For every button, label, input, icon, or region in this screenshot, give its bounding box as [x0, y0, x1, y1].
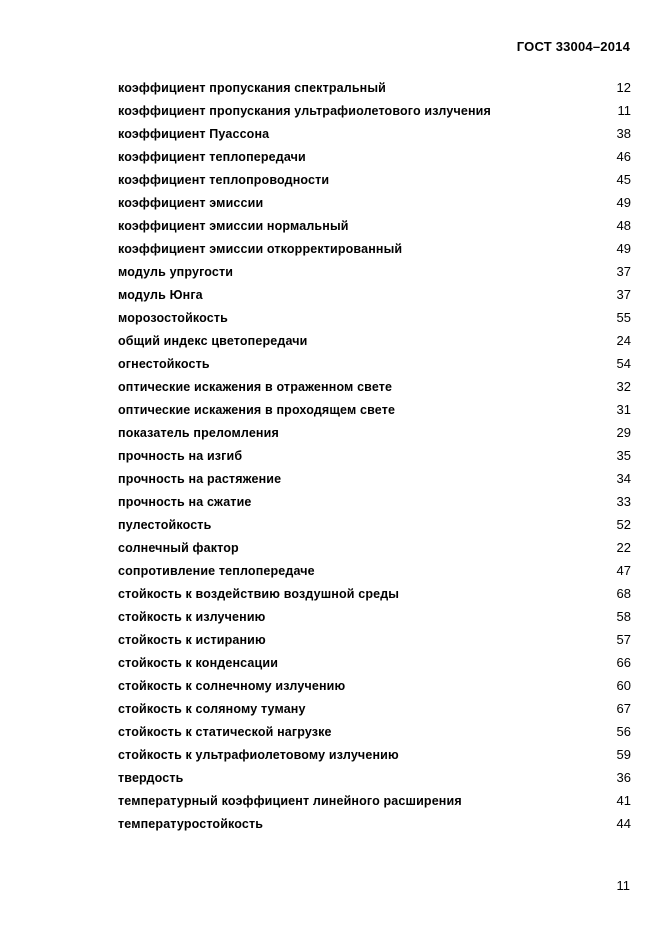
- index-term: стойкость к ультрафиолетовому излучению: [118, 748, 399, 762]
- index-term: коэффициент пропускания ультрафиолетового излучения: [118, 104, 491, 118]
- index-term: общий индекс цветопередачи: [118, 334, 308, 348]
- index-page-ref: 46: [616, 149, 631, 164]
- index-entry: [118, 628, 631, 651]
- index-page-ref: 60: [616, 678, 631, 693]
- index-term: коэффициент эмиссии нормальный: [118, 219, 349, 233]
- index-page-ref: 57: [616, 632, 631, 647]
- index-entry: [118, 306, 631, 329]
- index-entry: [118, 720, 631, 743]
- index-page-ref: 38: [616, 126, 631, 141]
- index-entry: [118, 536, 631, 559]
- index-page-ref: 22: [616, 540, 631, 555]
- index-entry: [118, 237, 631, 260]
- index-page-ref: 55: [616, 310, 631, 325]
- index-entry: [118, 513, 631, 536]
- index-entry: [118, 99, 631, 122]
- index-page-ref: 68: [616, 586, 631, 601]
- index-page-ref: 59: [616, 747, 631, 762]
- index-entry: [118, 582, 631, 605]
- index-entry: [118, 122, 631, 145]
- index-term: стойкость к конденсации: [118, 656, 279, 670]
- index-entry: [118, 168, 631, 191]
- index-page-ref: 35: [616, 448, 631, 463]
- index-term: стойкость к соляному туману: [118, 702, 306, 716]
- index-term: прочность на сжатие: [118, 495, 252, 509]
- index-term: стойкость к воздействию воздушной среды: [118, 587, 400, 601]
- index-entry: [118, 559, 631, 582]
- index-entry: [118, 674, 631, 697]
- index-term: прочность на изгиб: [118, 449, 243, 463]
- index-term: температуростойкость: [118, 817, 264, 831]
- index-entry: [118, 375, 631, 398]
- index-entry: [118, 467, 631, 490]
- index-term: солнечный фактор: [118, 541, 239, 555]
- index-term: температурный коэффициент линейного расширения: [118, 794, 462, 808]
- index-term: прочность на растяжение: [118, 472, 282, 486]
- index-term: коэффициент эмиссии откорректированный: [118, 242, 403, 256]
- index-term: стойкость к статической нагрузке: [118, 725, 332, 739]
- index-term: оптические искажения в проходящем свете: [118, 403, 396, 417]
- index-page-ref: 47: [616, 563, 631, 578]
- index-entry: [118, 329, 631, 352]
- index-page-ref: 24: [616, 333, 631, 348]
- index-page-ref: 49: [616, 241, 631, 256]
- index-entry: [118, 743, 631, 766]
- index-entry: [118, 444, 631, 467]
- index-page-ref: 33: [616, 494, 631, 509]
- index-entry: [118, 352, 631, 375]
- index-page-ref: 44: [616, 816, 631, 831]
- index-page-ref: 37: [616, 287, 631, 302]
- index-term: коэффициент эмиссии: [118, 196, 264, 210]
- index-page-ref: 52: [616, 517, 631, 532]
- index-page-ref: 11: [617, 103, 631, 118]
- document-standard-header: ГОСТ 33004–2014: [516, 39, 630, 54]
- index-term: коэффициент пропускания спектральный: [118, 81, 387, 95]
- index-term: морозостойкость: [118, 311, 228, 325]
- index-page-ref: 29: [616, 425, 631, 440]
- index-page-ref: 34: [616, 471, 631, 486]
- index-page-ref: 37: [616, 264, 631, 279]
- index-term: твердость: [118, 771, 184, 785]
- index-entry: [118, 421, 631, 444]
- index-term: коэффициент Пуассона: [118, 127, 270, 141]
- index-page-ref: 66: [616, 655, 631, 670]
- index-entry: [118, 214, 631, 237]
- index-entry: [118, 697, 631, 720]
- index-page-ref: 32: [616, 379, 631, 394]
- index-entry: [118, 789, 631, 812]
- index-entry: [118, 490, 631, 513]
- index-term: огнестойкость: [118, 357, 210, 371]
- index-term: модуль упругости: [118, 265, 234, 279]
- index-entry: [118, 605, 631, 628]
- index-entry: [118, 260, 631, 283]
- index-entry: [118, 651, 631, 674]
- page-number: 11: [616, 878, 630, 893]
- index-page-ref: 49: [616, 195, 631, 210]
- index-term: модуль Юнга: [118, 288, 203, 302]
- index-entry: [118, 191, 631, 214]
- index-page-ref: 45: [616, 172, 631, 187]
- index-page-ref: 12: [616, 80, 631, 95]
- index-page-ref: 36: [616, 770, 631, 785]
- index-page-ref: 58: [616, 609, 631, 624]
- index-entry: [118, 766, 631, 789]
- index-term: сопротивление теплопередаче: [118, 564, 315, 578]
- index-entry: [118, 283, 631, 306]
- index-term: коэффициент теплопередачи: [118, 150, 306, 164]
- index-page-ref: 48: [616, 218, 631, 233]
- index-term: стойкость к истиранию: [118, 633, 266, 647]
- index-term: стойкость к излучению: [118, 610, 266, 624]
- index-page-ref: 41: [616, 793, 631, 808]
- index-term: оптические искажения в отраженном свете: [118, 380, 393, 394]
- index-entry: [118, 812, 631, 835]
- index-term: пулестойкость: [118, 518, 212, 532]
- index-page-ref: 54: [616, 356, 631, 371]
- index-term: коэффициент теплопроводности: [118, 173, 330, 187]
- alphabetical-index: [118, 76, 631, 835]
- index-entry: [118, 145, 631, 168]
- index-term: стойкость к солнечному излучению: [118, 679, 346, 693]
- index-page-ref: 67: [616, 701, 631, 716]
- index-term: показатель преломления: [118, 426, 279, 440]
- index-page-ref: 31: [616, 402, 631, 417]
- index-entry: [118, 76, 631, 99]
- index-entry: [118, 398, 631, 421]
- index-page-ref: 56: [616, 724, 631, 739]
